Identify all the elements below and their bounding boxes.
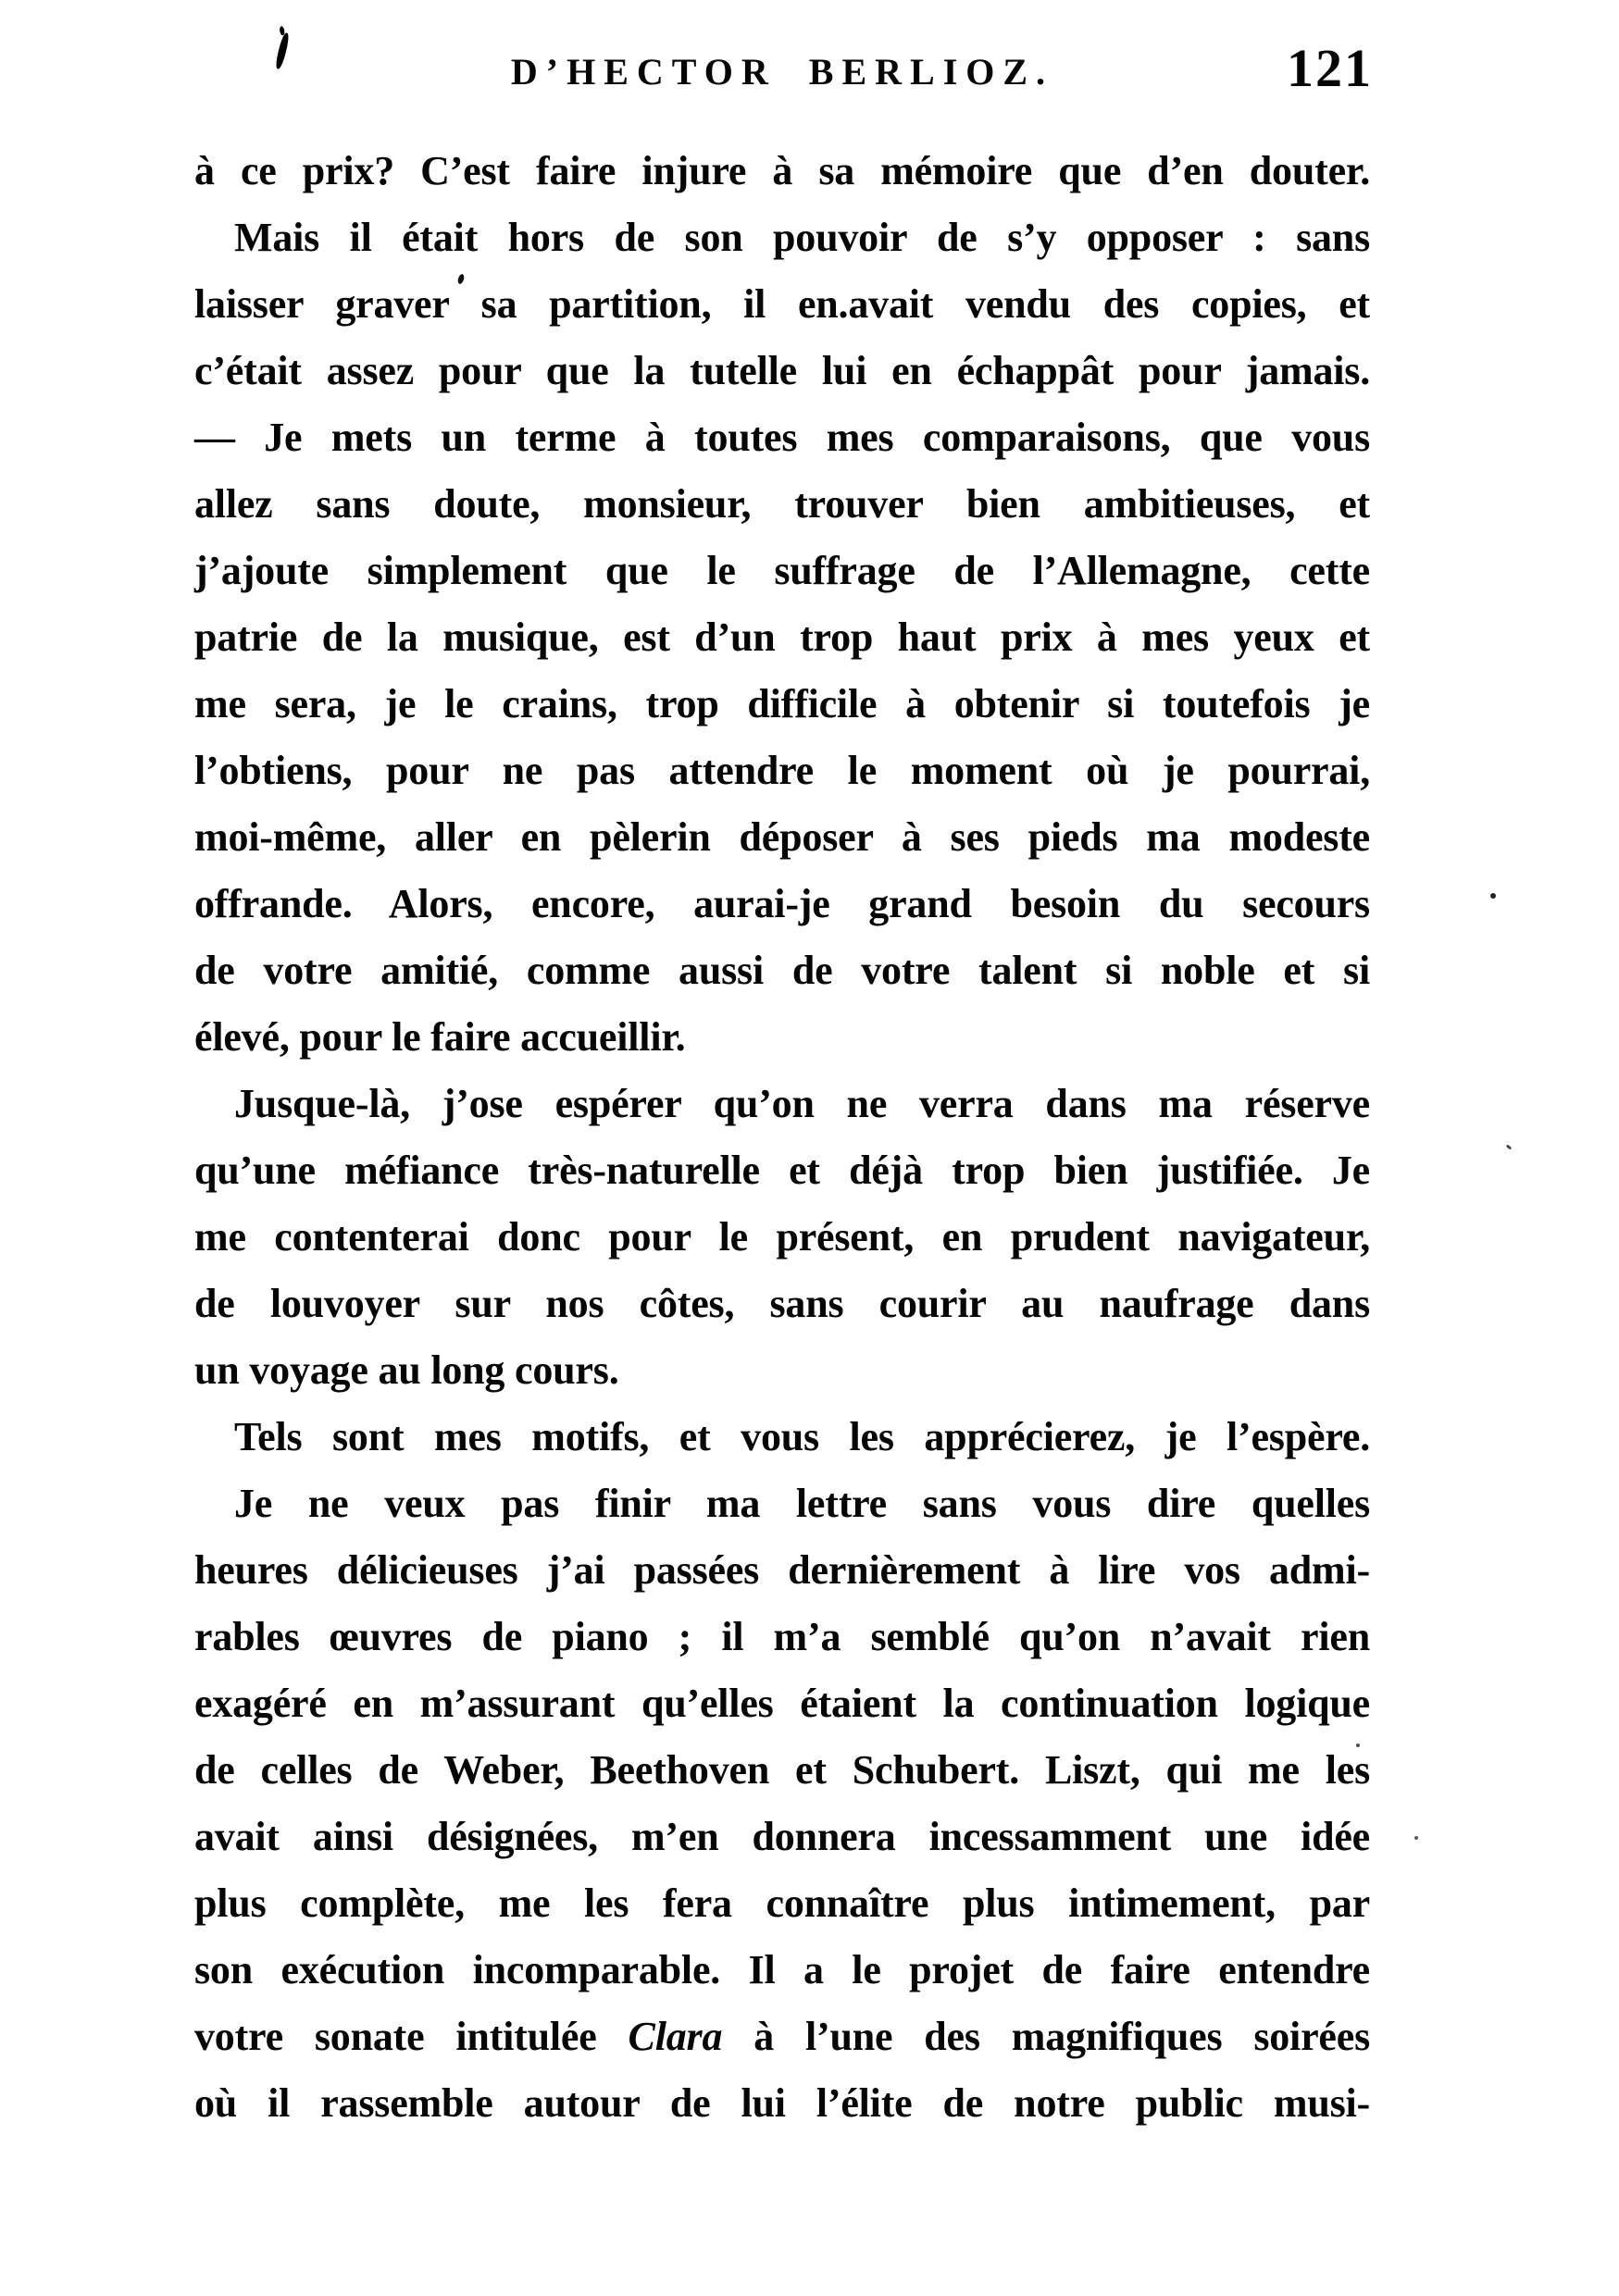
text-run: c’était assez pour que la tutelle lui en échappât pour jamais. [194, 348, 1370, 393]
text-run: de celles de Weber, Beethoven et Schubert. Liszt, qui me les [194, 1747, 1370, 1793]
text-run: offrande. Alors, encore, aurai-je grand besoin du secours [194, 881, 1370, 926]
text-run: heures délicieuses j’ai passées dernièrement à lire vos admi- [194, 1547, 1370, 1593]
text-run: un voyage au long cours. [194, 1347, 619, 1393]
text-line [194, 1537, 1370, 1604]
text-line [194, 738, 1370, 804]
ink-speck [1490, 893, 1496, 899]
text-run: de votre amitié, comme aussi de votre talent si noble et si [194, 948, 1370, 993]
text-line [194, 1471, 1370, 1537]
text-run: votre sonate intitulée [194, 2014, 629, 2059]
text-line [194, 1271, 1370, 1337]
text-run: — Je mets un terme à toutes mes comparaisons, que vous [194, 415, 1370, 460]
text-line [194, 937, 1370, 1004]
text-run: rables œuvres de piano ; il m’a semblé qu’on n’avait rien [194, 1614, 1370, 1659]
ink-speck [1506, 1144, 1513, 1149]
text-run: élevé, pour le faire accueillir. [194, 1014, 686, 1060]
text-line [194, 1071, 1370, 1137]
text-line [194, 538, 1370, 604]
text-line [194, 1137, 1370, 1204]
text-run: exagéré en m’assurant qu’elles étaient la continuation logique [194, 1681, 1370, 1726]
text-line [194, 1804, 1370, 1870]
text-run: plus complète, me les fera connaître plus intimement, par [194, 1880, 1370, 1926]
text-run: Je ne veux pas finir ma lettre sans vous dire quelles [234, 1481, 1370, 1526]
text-line [194, 1737, 1370, 1804]
text-line [194, 271, 1370, 338]
text-line [194, 1204, 1370, 1271]
text-line [194, 2004, 1370, 2070]
text-run: allez sans doute, monsieur, trouver bien ambitieuses, et [194, 481, 1370, 527]
italic-word: Clara [628, 2014, 723, 2059]
text-line [194, 1670, 1370, 1737]
text-line [194, 1937, 1370, 2004]
text-run: où il rassemble autour de lui l’élite de notre public musi- [194, 2080, 1370, 2126]
text-line [194, 1604, 1370, 1670]
text-line [194, 2070, 1370, 2137]
text-line [194, 671, 1370, 738]
text-line [194, 404, 1370, 471]
text-run: avait ainsi désignées, m’en donnera incessamment une idée [194, 1814, 1370, 1859]
text-run: me sera, je le crains, trop difficile à obtenir si toutefois je [194, 681, 1370, 726]
text-block [194, 138, 1370, 2137]
text-run: qu’une méfiance très-naturelle et déjà trop bien justifiée. Je [194, 1148, 1370, 1193]
text-line [194, 1337, 1370, 1404]
text-run: moi-même, aller en pèlerin déposer à ses pieds ma modeste [194, 814, 1370, 860]
text-run: son exécution incomparable. Il a le projet de faire entendre [194, 1947, 1370, 1992]
text-line [194, 1004, 1370, 1071]
text-line [194, 871, 1370, 937]
text-line [194, 1404, 1370, 1471]
text-line [194, 604, 1370, 671]
text-line [194, 804, 1370, 871]
text-run: Tels sont mes motifs, et vous les apprécierez, je l’espère. [234, 1414, 1370, 1459]
text-run: j’ajoute simplement que le suffrage de l’Allemagne, cette [194, 548, 1370, 593]
running-header-title: D’HECTOR BERLIOZ. [510, 51, 1054, 93]
text-run: de louvoyer sur nos côtes, sans courir au naufrage dans [194, 1281, 1370, 1326]
text-line [194, 138, 1370, 205]
text-run: patrie de la musique, est d’un trop haut prix à mes yeux et [194, 614, 1370, 660]
text-run: à ce prix? C’est faire injure à sa mémoire que d’en douter. [194, 148, 1370, 193]
text-run: l’obtiens, pour ne pas attendre le moment où je pourrai, [194, 748, 1370, 793]
ink-speck [1414, 1836, 1418, 1840]
text-line [194, 205, 1370, 271]
text-run: laisser graver sa partition, il en.avait vendu des copies, et [194, 281, 1370, 327]
text-line [194, 1870, 1370, 1937]
text-line [194, 338, 1370, 404]
text-run: à l’une des magnifiques soirées [722, 2014, 1370, 2059]
page-number: 121 [1287, 38, 1373, 98]
text-run: Jusque-là, j’ose espérer qu’on ne verra dans ma réserve [234, 1081, 1370, 1126]
text-line [194, 471, 1370, 538]
text-run: Mais il était hors de son pouvoir de s’y opposer : sans [234, 215, 1370, 260]
text-run: me contenterai donc pour le présent, en prudent navigateur, [194, 1214, 1370, 1260]
